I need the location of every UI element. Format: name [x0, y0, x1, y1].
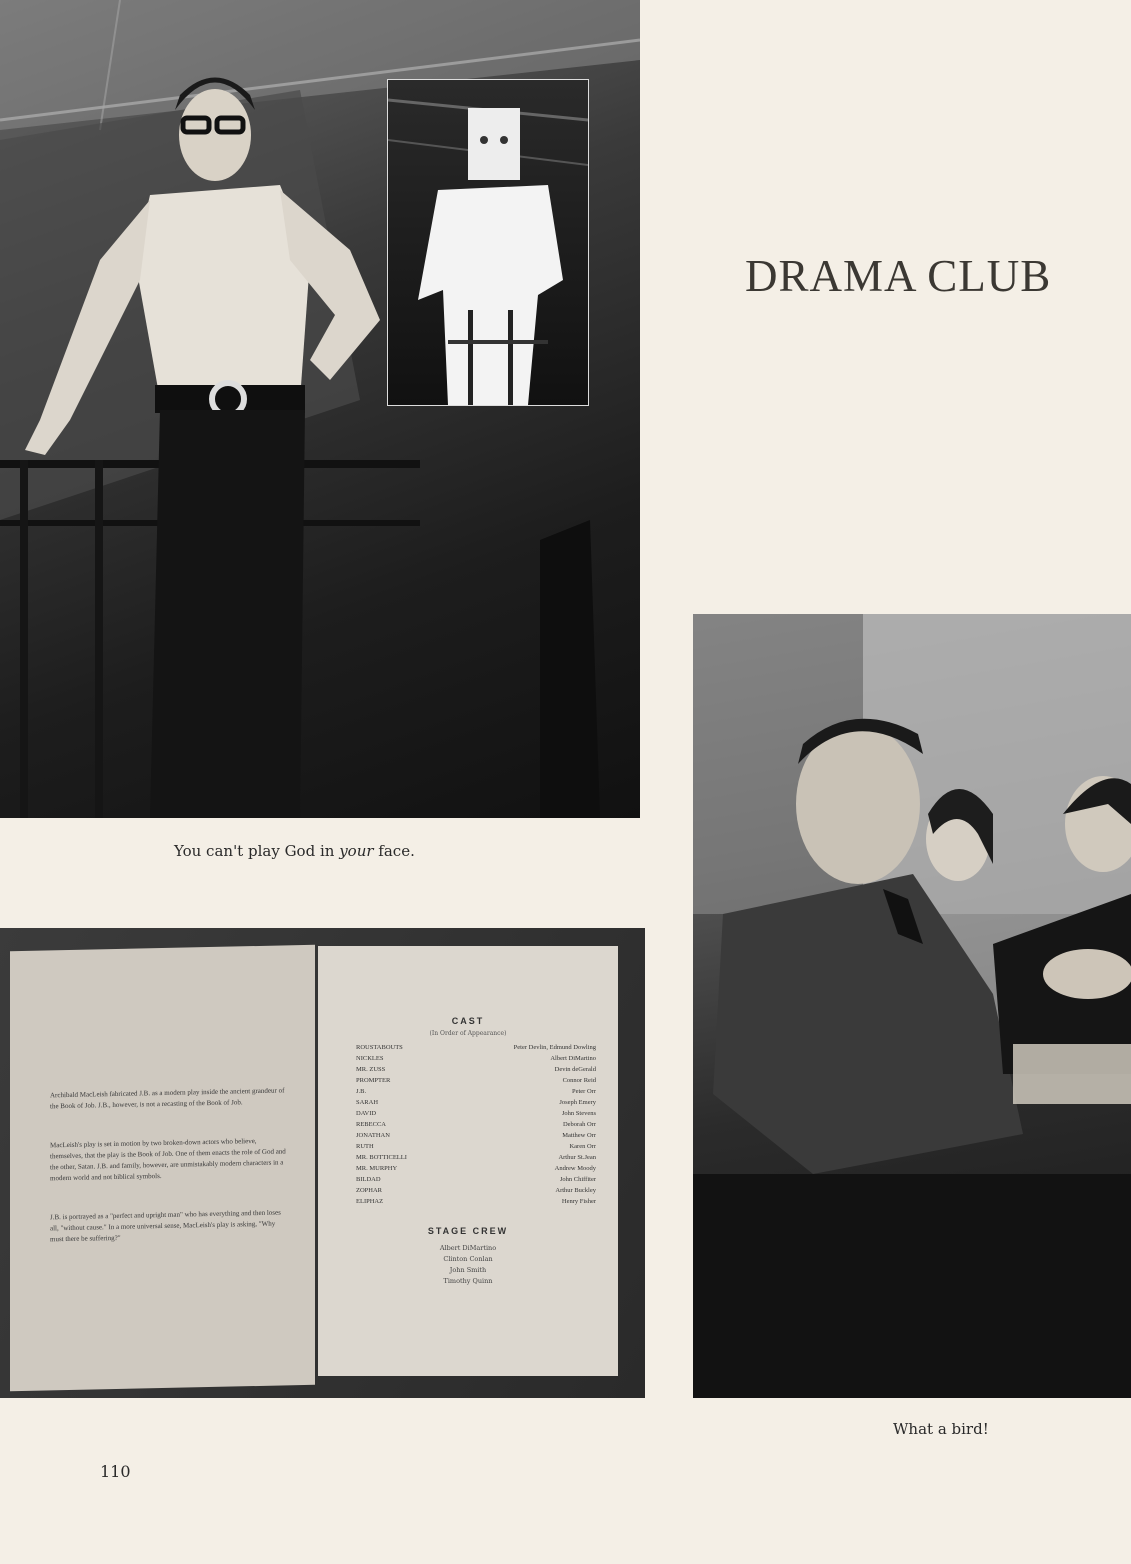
cast-actor: Karen Orr: [569, 1143, 596, 1150]
cast-role: DAVID: [356, 1110, 377, 1117]
cast-row: [356, 1185, 596, 1196]
caption-actor-emphasis: your: [339, 842, 374, 860]
cast-row: [356, 1086, 596, 1097]
cast-role: RUTH: [356, 1143, 374, 1150]
cast-actor: Joseph Emery: [559, 1099, 596, 1106]
cast-role: NICKLES: [356, 1055, 384, 1062]
cast-actor: John Stevens: [561, 1110, 596, 1117]
crew-title: STAGE CREW: [427, 1226, 509, 1236]
caption-actor: [174, 842, 415, 860]
actors-illustration: [693, 614, 1131, 1398]
cast-row: [356, 1174, 596, 1185]
cast-role: ELIPHAZ: [356, 1198, 384, 1205]
masked-figure-illustration: [388, 80, 588, 405]
cast-actor: Arthur Buckley: [555, 1187, 596, 1194]
cast-role: J.B.: [356, 1088, 367, 1095]
cast-actor: Albert DiMartino: [550, 1055, 596, 1062]
cast-role: MR. BOTTICELLI: [356, 1154, 407, 1161]
cast-role: MR. MURPHY: [356, 1165, 398, 1172]
cast-role: JONATHAN: [356, 1132, 390, 1139]
cast-row: [356, 1119, 596, 1130]
cast-row: [356, 1064, 596, 1075]
page-title: DRAMA CLUB: [745, 251, 1052, 301]
cast-row: [356, 1042, 596, 1053]
program-intro-3: J.B. is portrayed as a "perfect and upright man" who has everything and then loses all, "without cause." In a more universal sense, MacLeish's play is asking, "Why must there be suffering?": [50, 1208, 281, 1244]
cast-row: [356, 1163, 596, 1174]
program-left-page: [10, 945, 315, 1391]
cast-actor: Devin deGerald: [554, 1066, 596, 1073]
cast-actor: Peter Orr: [571, 1088, 596, 1095]
cast-subtitle: (In Order of Appearance): [429, 1030, 507, 1037]
crew-member: John Smith: [449, 1266, 487, 1274]
photo-actors-at-table: [693, 614, 1131, 1398]
cast-row: [356, 1108, 596, 1119]
cast-actor: Deborah Orr: [562, 1121, 596, 1128]
cast-actor: Arthur St.Jean: [558, 1154, 596, 1161]
photo-play-program: [0, 928, 645, 1398]
cast-actor: Peter Devlin, Edmund Dowling: [513, 1044, 596, 1051]
cast-role: MR. ZUSS: [356, 1066, 386, 1073]
crew-member: Clinton Conlan: [443, 1255, 493, 1263]
cast-row: [356, 1053, 596, 1064]
program-intro-2: MacLeish's play is set in motion by two broken-down actors who believe, themselves, that the play is the Book of Job. One of them enacts the role of God and the other, Satan. J.B. and family, however, are unmistakably modern characters in a modern world and not biblical symbols.: [50, 1137, 286, 1183]
page-number: 110: [100, 1462, 131, 1481]
cast-row: [356, 1141, 596, 1152]
cast-role: PROMPTER: [356, 1077, 391, 1084]
cast-role: SARAH: [356, 1099, 379, 1106]
caption-actor-end: face.: [373, 842, 415, 860]
cast-actor: Matthew Orr: [562, 1132, 596, 1139]
cast-row: [356, 1130, 596, 1141]
cast-actor: Andrew Moody: [554, 1165, 596, 1172]
photo-masked-figure: [387, 79, 589, 406]
caption-actor-start: You can't play God in: [174, 842, 340, 860]
cast-row: [356, 1196, 596, 1207]
cast-actor: Henry Fisher: [561, 1198, 596, 1205]
cast-title: CAST: [451, 1016, 485, 1026]
cast-actor: John Chiffiter: [559, 1176, 596, 1183]
cast-row: [356, 1097, 596, 1108]
program-intro-1: Archibald MacLeish fabricated J.B. as a modern play inside the ancient grandeur of the Book of Job. J.B., however, is not a recasting of the Book of Job.: [50, 1086, 285, 1111]
program-right-page: [318, 946, 618, 1376]
cast-role: REBECCA: [356, 1121, 386, 1128]
cast-role: ROUSTABOUTS: [356, 1044, 403, 1051]
cast-actor: Connor Reid: [562, 1077, 596, 1084]
caption-bird: What a bird!: [893, 1420, 989, 1438]
cast-row: [356, 1152, 596, 1163]
cast-role: ZOPHAR: [356, 1187, 383, 1194]
crew-member: Timothy Quinn: [443, 1277, 493, 1285]
cast-role: BILDAD: [356, 1176, 381, 1183]
crew-member: Albert DiMartino: [439, 1244, 497, 1252]
cast-row: [356, 1075, 596, 1086]
